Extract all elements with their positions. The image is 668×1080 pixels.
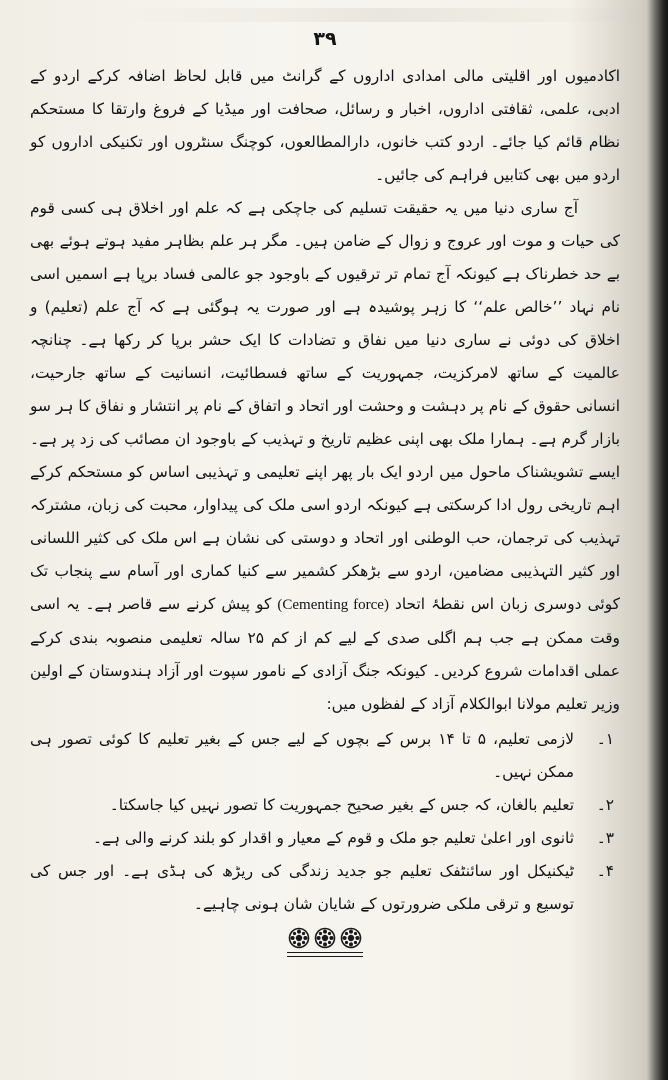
flower-icon bbox=[340, 927, 362, 949]
list-item bbox=[30, 789, 620, 822]
list-item-number: ۴۔ bbox=[596, 862, 614, 880]
list-item-text: ثانوی اور اعلیٰ تعلیم جو ملک و قوم کے معیار و اقدار کو بلند کرنے والی ہے۔ bbox=[92, 829, 574, 847]
cementing-force-term: (Cementing force) bbox=[277, 597, 389, 613]
list-item bbox=[30, 855, 620, 921]
list-item-number: ۱۔ bbox=[596, 730, 614, 748]
flower-icon bbox=[314, 927, 336, 949]
list-item bbox=[30, 822, 620, 855]
list-item bbox=[30, 723, 620, 789]
flower-icon bbox=[288, 927, 310, 949]
page-edge-shadow bbox=[646, 0, 668, 1080]
list-item-text: تعلیم بالغان، کہ جس کے بغیر صحیح جمہوریت کا تصور نہیں کیا جاسکتا۔ bbox=[109, 796, 574, 814]
list-item-text: لازمی تعلیم، ۵ تا ۱۴ برس کے بچوں کے لیے جس کے بغیر تعلیم کا کوئی تصور ہی ممکن نہیں۔ bbox=[30, 730, 574, 781]
ornament-rule bbox=[287, 952, 363, 957]
paragraph-2 bbox=[30, 192, 620, 721]
flower-ornament bbox=[30, 927, 620, 957]
education-list bbox=[30, 723, 620, 921]
paragraph-1: اکادمیوں اور اقلیتی مالی امدادی اداروں کے گرانٹ میں قابل لحاظ اضافہ کرکے اردو کے ادبی، علمی، ثقافتی اداروں، اخبار و رسائل، صحافت اور میڈیا کے فروغ وارتقا کا مستحکم نظام قائم کیا جائے۔ اردو کتب خانوں، دارالمطالعوں، کوچنگ سنٹروں اور تکنیکی اداروں کو اردو میں بھی کتابیں فراہم کی جائیں۔ bbox=[30, 67, 620, 184]
page-number: ۳۹ bbox=[313, 28, 337, 50]
page-content bbox=[30, 28, 620, 1058]
paragraph-2-text: آج ساری دنیا میں یہ حقیقت تسلیم کی جاچکی ہے کہ علم اور اخلاق ہی کسی قوم کی حیات و موت اور عروج و زوال کے ضامن ہیں۔ مگر ہر علم بظاہر مفید ہوتے ہوئے بھی بے حد خطرناک ہے کیونکہ آج تمام تر ترقیوں کے باوجود جو عالمی فساد برپا ہے اسمیں اسی نام نہاد ’’خالص علم‘‘ کا زہر پوشیدہ ہے اور صورت یہ ہوگئی ہے کہ آج علم (تعلیم) و اخلاق کی دوئی نے ساری دنیا میں نفاق و تضادات کا ایک حشر برپا کر رکھا ہے۔ چنانچہ عالمیت کے ساتھ لامرکزیت، جمہوریت کے ساتھ فسطائیت، انسانیت کے ساتھ جارحیت، انسانی حقوق کے نام پر دہشت و وحشت اور اتحاد و اتفاق کے نام پر انتشار و نفاق کا ہر سو بازار گرم ہے۔ ہمارا ملک بھی اپنی عظیم تاریخ و تہذیب کے باوجود ان مصائب کی زد پر ہے۔ ایسے تشویشناک ماحول میں اردو ایک بار پھر اپنے تعلیمی و تہذیبی اساس کو مستحکم کرکے اہم تاریخی رول ادا کرسکتی ہے کیونکہ اردو اسی ملک کی پیداوار، محبت کی زبان، مشترکہ تہذیب کی ترجمان، حب الوطنی اور اتحاد و دوستی کی نشان ہے اس ملک کی کثیر اللسانی اور کثیر التہذیبی مضامین، اردو سے بڑھکر کشمیر سے کنیا کماری اور آسام سے پنجاب تک کوئی دوسری زبان اس نقطۂ اتحاد bbox=[30, 199, 620, 613]
bleed-through-shadow bbox=[120, 8, 640, 22]
paragraph-2-tail: کو پیش کرنے سے قاصر ہے۔ یہ اسی وقت ممکن ہے جب ہم اگلی صدی کے لیے کم از کم ۲۵ سالہ تعلیمی منصوبہ بندی کرکے عملی اقدامات شروع کردیں۔ کیونکہ جنگ آزادی کے نامور سپوت اور آزاد ہندوستان کے اولین وزیر تعلیم مولانا ابوالکلام آزاد کے لفظوں میں: bbox=[30, 595, 620, 713]
list-item-number: ۳۔ bbox=[596, 829, 614, 847]
list-item-text: ٹیکنیکل اور سائنٹفک تعلیم جو جدید زندگی کی ریڑھ کی ہڈی ہے۔ اور جس کی توسیع و ترقی ملکی ضرورتوں کے شایان شان ہونی چاہیے۔ bbox=[30, 862, 574, 913]
list-item-number: ۲۔ bbox=[596, 796, 614, 814]
ornament-flowers bbox=[288, 927, 362, 949]
